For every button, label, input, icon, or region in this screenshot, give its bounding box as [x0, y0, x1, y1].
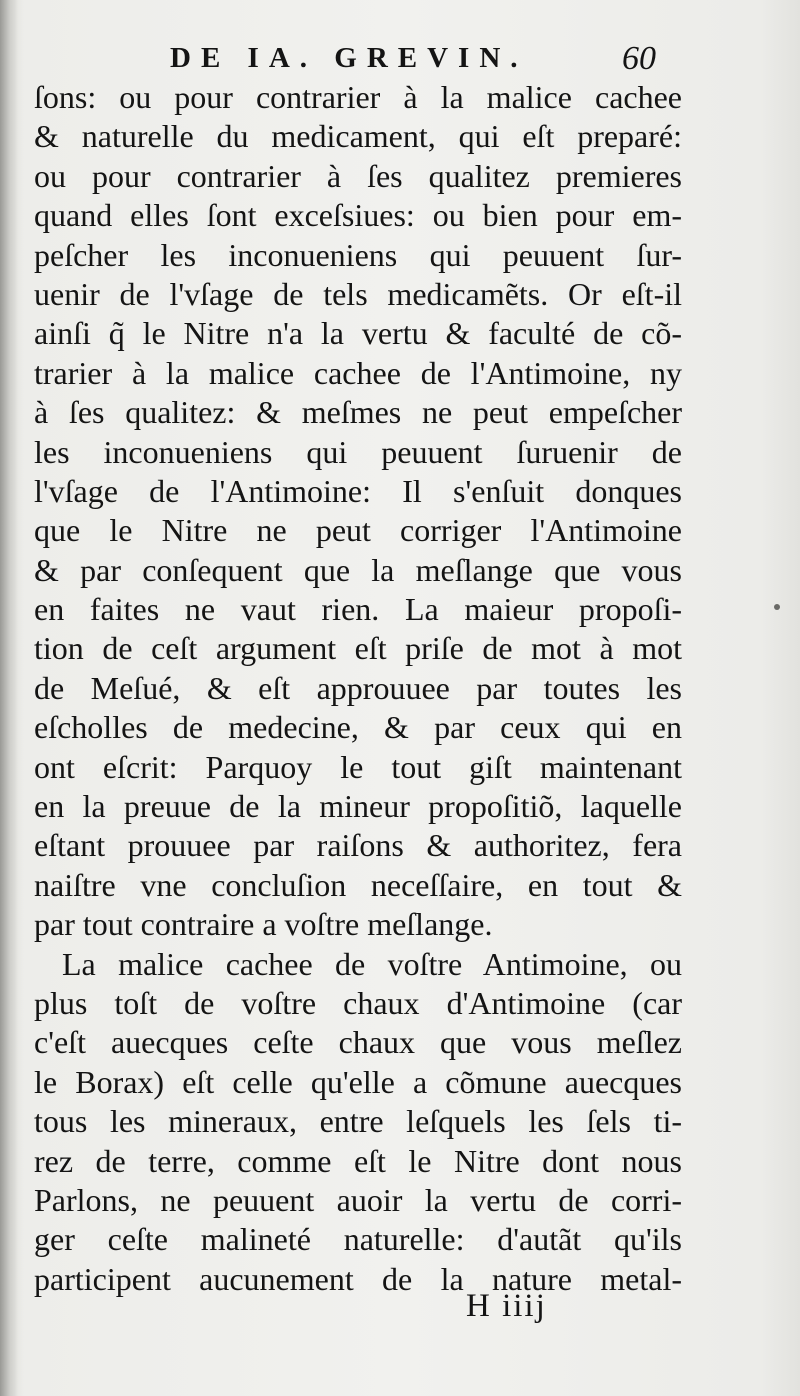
text-line: ainſi q̃ le Nitre n'a la vertu & faculté de cõ-: [34, 315, 682, 352]
text-line: ont eſcrit: Parquoy le tout giſt maintenant: [34, 748, 682, 785]
text-line: tous les mineraux, entre leſquels les ſels ti-: [34, 1103, 682, 1140]
text-line: plus toſt de voſtre chaux d'Antimoine (car: [34, 984, 682, 1021]
text-line: participent aucunement de la nature metal-: [34, 1260, 682, 1297]
text-line: rez de terre, comme eſt le Nitre dont nous: [34, 1142, 682, 1179]
text-line: ſons: ou pour contrarier à la malice cachee: [34, 79, 682, 115]
text-line: & par conſequent que la meſlange que vous: [34, 551, 682, 588]
page-header: [0, 40, 800, 80]
text-line: de Meſué, & eſt approuuee par toutes les: [34, 669, 682, 706]
text-line: en la preuue de la mineur propoſitiõ, laquelle: [34, 788, 682, 825]
text-line: & naturelle du medicament, qui eſt preparé:: [34, 118, 682, 155]
page-number: 60: [622, 40, 656, 77]
text-line: quand elles ſont exceſsiues: ou bien pour em-: [34, 197, 682, 234]
paragraph-end-line: par tout contraire a voſtre meſlange.: [34, 906, 493, 943]
text-line: Parlons, ne peuuent auoir la vertu de corri-: [34, 1181, 682, 1218]
text-line: eſcholles de medecine, & par ceux qui en: [34, 709, 682, 746]
text-line: ger ceſte malineté naturelle: d'autãt qu'ils: [34, 1221, 682, 1258]
running-head: DE IA. GREVIN.: [170, 42, 528, 74]
text-line: eſtant prouuee par raiſons & authoritez, fera: [34, 827, 682, 864]
text-line: que le Nitre ne peut corriger l'Antimoine: [34, 512, 682, 549]
text-line: uenir de l'vſage de tels medicamẽts. Or eſt-il: [34, 275, 682, 312]
text-line: peſcher les inconueniens qui peuuent ſur-: [34, 236, 682, 273]
text-line: tion de ceſt argument eſt priſe de mot à mot: [34, 630, 682, 667]
text-line: naiſtre vne concluſion neceſſaire, en tout &: [34, 866, 682, 903]
text-line: trarier à la malice cachee de l'Antimoine, ny: [34, 354, 682, 391]
text-line: à ſes qualitez: & meſmes ne peut empeſcher: [34, 394, 682, 431]
text-line: le Borax) eſt celle qu'elle a cõmune auecques: [34, 1063, 682, 1100]
paper-speck: [774, 604, 780, 610]
body-text: [34, 78, 682, 1299]
signature-mark: H iiij: [466, 1288, 547, 1324]
text-line: en faites ne vaut rien. La maieur propoſi-: [34, 591, 682, 628]
gutter-shadow: [0, 0, 18, 1396]
text-line: l'vſage de l'Antimoine: Il s'enſuit donques: [34, 472, 682, 509]
text-line: c'eſt auecques ceſte chaux que vous meſlez: [34, 1024, 682, 1061]
paragraph-start-line: La malice cachee de voſtre Antimoine, ou: [62, 945, 682, 982]
text-line: les inconueniens qui peuuent ſuruenir de: [34, 433, 682, 470]
text-line: ou pour contrarier à ſes qualitez premieres: [34, 157, 682, 194]
